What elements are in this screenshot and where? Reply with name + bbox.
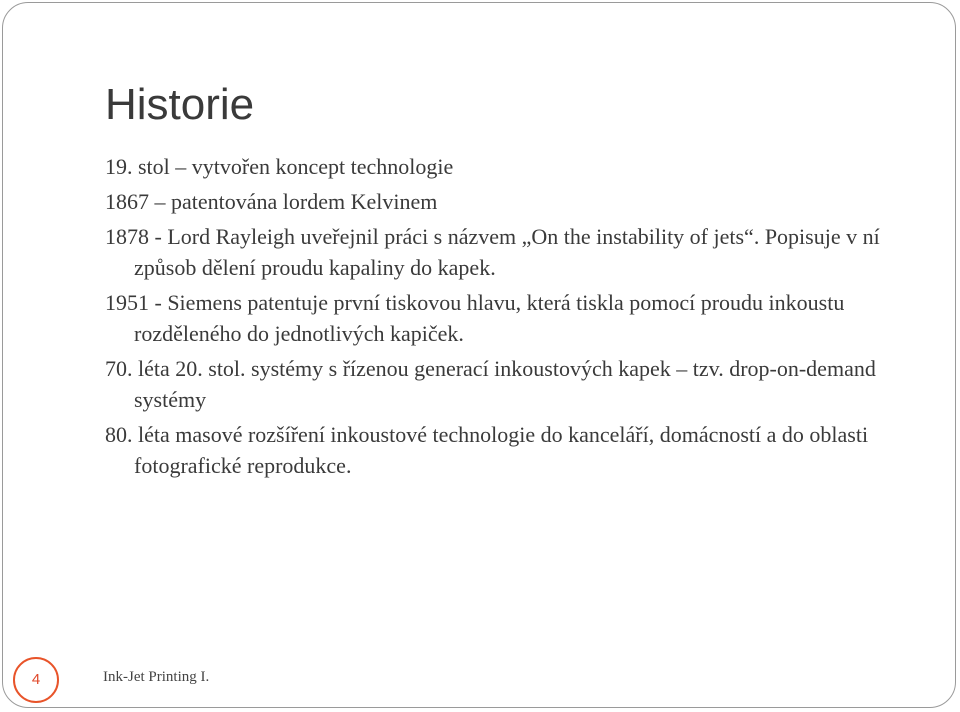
slide [2,2,956,708]
history-item: 1878 - Lord Rayleigh uveřejnil práci s názvem „On the instability of jets“. Popisuje v ní způsob dělení proudu kapaliny do kapek. [105,224,880,280]
history-item: 19. stol – vytvořen koncept technologie [105,154,454,179]
history-item: 1867 – patentována lordem Kelvinem [105,189,438,214]
history-item: 70. léta 20. stol. systémy s řízenou generací inkoustových kapek – tzv. drop-on-demand systémy [105,356,876,412]
slide-title: Historie [105,80,255,129]
history-item: 1951 - Siemens patentuje první tiskovou hlavu, která tiskla pomocí proudu inkoustu rozděleného do jednotlivých kapiček. [105,290,845,346]
slide-body [105,151,905,485]
footer-text: Ink-Jet Printing I. [103,669,210,685]
page-number-badge: 4 [13,657,59,703]
history-item: 80. léta masové rozšíření inkoustové technologie do kanceláří, domácností a do oblasti fotografické reprodukce. [105,422,869,478]
